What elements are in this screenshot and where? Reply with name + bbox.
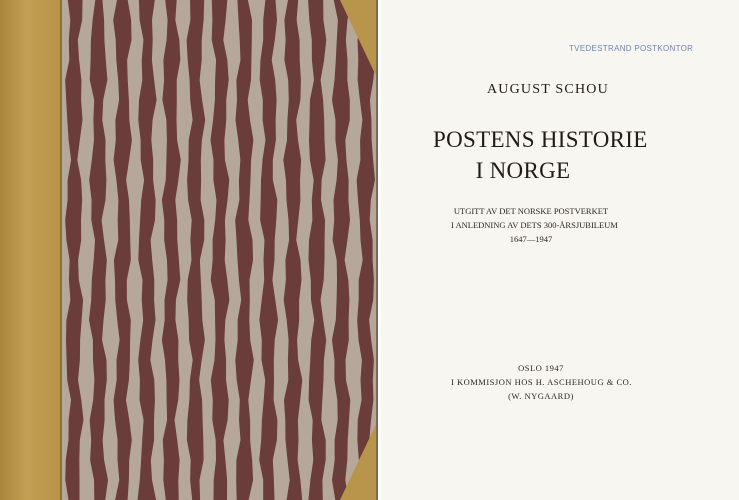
title-page — [381, 0, 739, 500]
subtitle-line: 1647—1947 — [509, 234, 553, 244]
subtitle-line: UTGITT AV DET NORSKE POSTVERKET — [453, 206, 609, 216]
publisher-imprint — [451, 361, 631, 403]
cover-edge — [376, 0, 378, 500]
cloth-corner-top — [340, 0, 378, 80]
author-name: AUGUST SCHOU — [487, 82, 609, 97]
imprint-line: (W. NYGAARD) — [508, 391, 574, 401]
imprint-line: OSLO 1947 — [518, 363, 564, 373]
book-title — [433, 124, 648, 186]
title-line: I NORGE — [475, 158, 571, 183]
imprint-line: I KOMMISJON HOS H. ASCHEHOUG & CO. — [451, 377, 632, 387]
subtitle — [451, 204, 618, 246]
stripe-pattern — [62, 0, 378, 500]
cloth-corner-bottom — [340, 420, 378, 500]
subtitle-line: I ANLEDNING AV DETS 300-ÅRSJUBILEUM — [451, 220, 618, 230]
title-line: POSTENS HISTORIE — [433, 127, 648, 152]
striped-board — [62, 0, 378, 500]
post-office-stamp: TVEDESTRAND POSTKONTOR — [569, 44, 694, 53]
cloth-spine — [0, 0, 62, 500]
